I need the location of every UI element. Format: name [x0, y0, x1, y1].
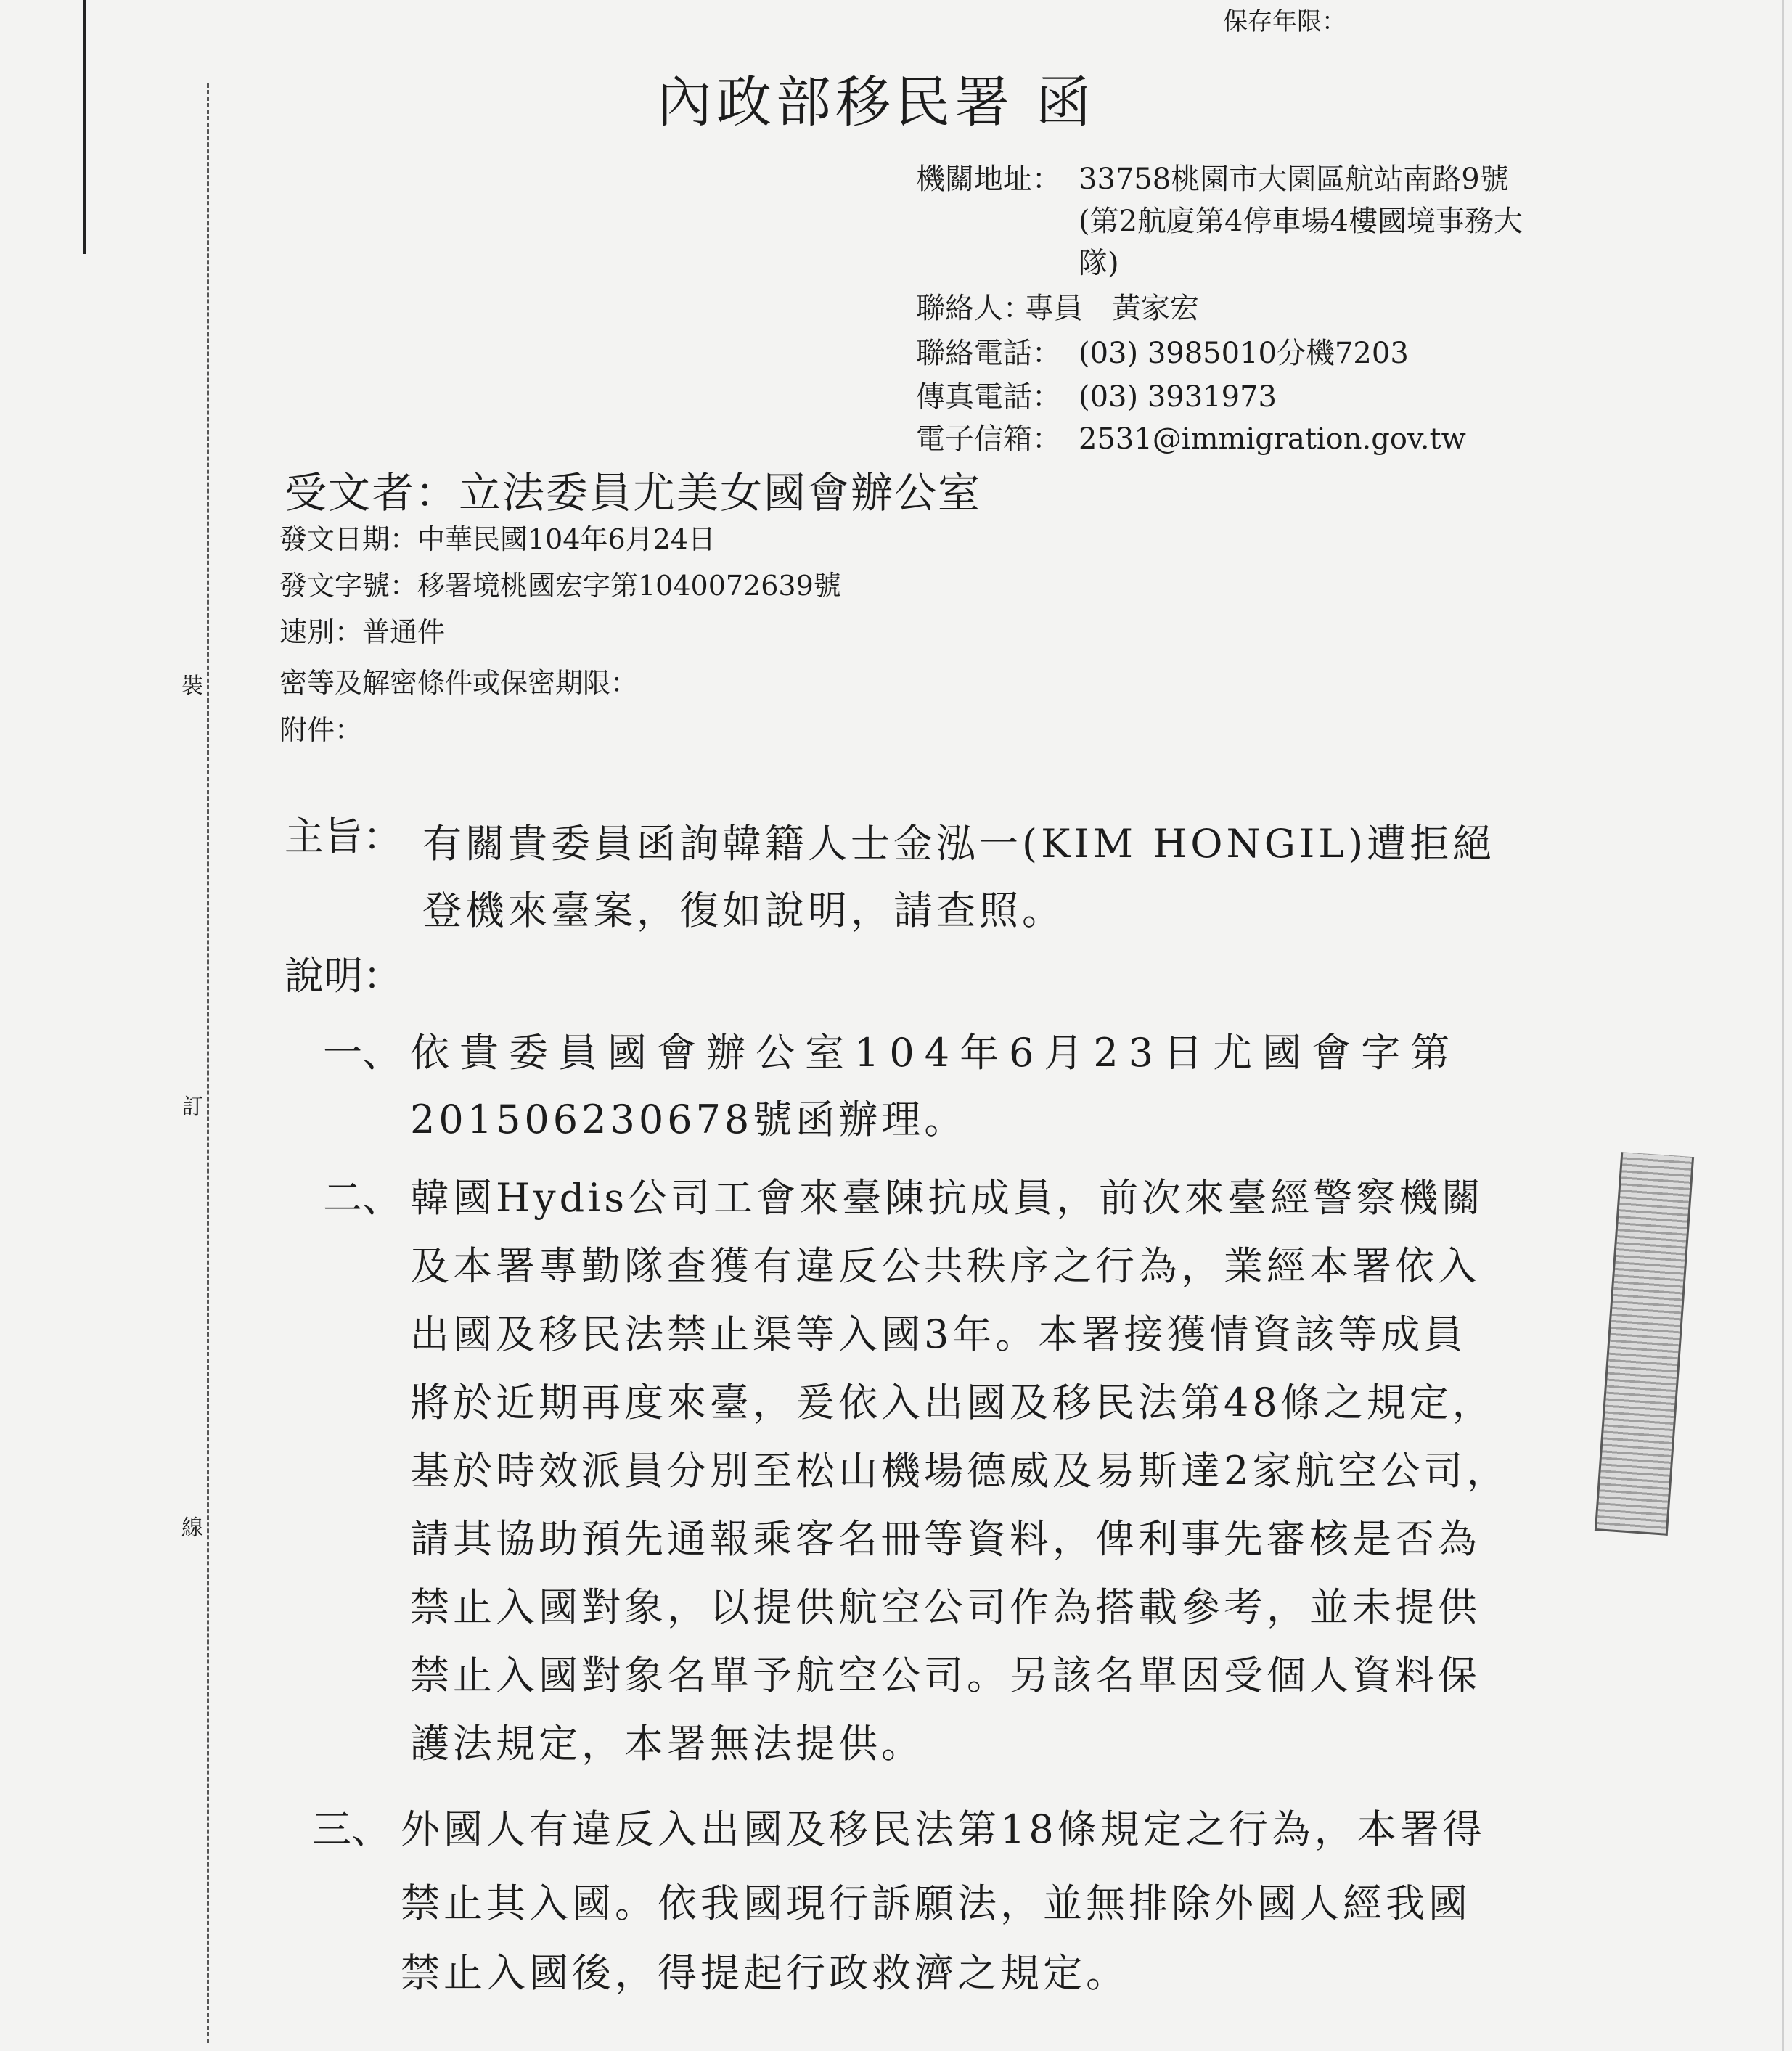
item-2-line-7: 禁止入國對象，以提供航空公司作為搭載參考，並未提供: [410, 1584, 1481, 1630]
document-number: 發文字號：移署境桃國宏字第1040072639號: [279, 570, 841, 602]
explanation-label: 說明：: [285, 953, 402, 999]
address-line-3: 隊): [1079, 247, 1119, 280]
email-label: 電子信箱：: [916, 422, 1061, 456]
email-value: 2531@immigration.gov.tw: [1079, 422, 1466, 456]
item-1-number: 一、: [323, 1030, 401, 1076]
fax-value: (03) 3931973: [1079, 380, 1277, 414]
delivery-speed: 速別：普通件: [279, 616, 446, 648]
subject-line-2: 登機來臺案，復如說明，請查照。: [422, 888, 1065, 933]
phone-label: 聯絡電話：: [916, 337, 1061, 370]
item-3-line-3: 禁止入國後，得提起行政救濟之規定。: [401, 1950, 1129, 1996]
issue-date: 發文日期：中華民國104年6月24日: [279, 523, 716, 555]
address-label: 機關地址：: [916, 163, 1061, 196]
binding-mark-ding: 訂: [181, 1094, 203, 1120]
subject-label: 主旨：: [285, 814, 402, 859]
item-3-line-2: 禁止其入國。依我國現行訴願法，並無排除外國人經我國: [401, 1880, 1471, 1926]
contact-label: 聯絡人：: [916, 292, 1032, 325]
binding-mark-zhuang: 裝: [181, 674, 203, 699]
item-2-line-8: 禁止入國對象名單予航空公司。另該名單因受個人資料保: [410, 1653, 1481, 1698]
binding-mark-xian: 線: [181, 1515, 203, 1541]
item-2-line-3: 出國及移民法禁止渠等入國3年。本署接獲情資該等成員: [410, 1311, 1467, 1357]
fax-label: 傳真電話：: [916, 380, 1061, 414]
document-title: 內政部移民署 函: [657, 70, 1096, 134]
item-2-line-4: 將於近期再度來臺，爰依入出國及移民法第48條之規定，: [410, 1380, 1495, 1425]
scan-edge-mark: [83, 0, 86, 254]
subject-line-1: 有關貴委員函詢韓籍人士金泓一(KIM HONGIL)遭拒絕: [422, 821, 1496, 867]
item-1-line-1: 依貴委員國會辦公室104年6月23日尤國會字第: [410, 1030, 1460, 1076]
retention-label: 保存年限：: [1223, 7, 1346, 36]
item-3-number: 三、: [312, 1806, 390, 1852]
secrecy-level: 密等及解密條件或保密期限：: [279, 667, 639, 699]
item-2-line-5: 基於時效派員分別至松山機場德威及易斯達2家航空公司，: [410, 1448, 1510, 1494]
contact-value: 專員 黃家宏: [1025, 292, 1199, 325]
item-1-line-2: 201506230678號函辦理。: [410, 1097, 967, 1142]
scan-right-edge: [1782, 0, 1784, 2051]
receipt-stamp: [1595, 1152, 1694, 1536]
item-2-line-1: 韓國Hydis公司工會來臺陳抗成員，前次來臺經警察機關: [410, 1175, 1485, 1221]
address-line-1: 33758桃園市大園區航站南路9號: [1079, 163, 1509, 196]
item-2-line-9: 護法規定，本署無法提供。: [410, 1721, 924, 1767]
binding-line: [207, 83, 209, 2043]
item-2-line-6: 請其協助預先通報乘客名冊等資料，俾利事先審核是否為: [410, 1516, 1481, 1562]
item-3-line-1: 外國人有違反入出國及移民法第18條規定之行為，本署得: [401, 1806, 1486, 1852]
item-2-number: 二、: [323, 1175, 401, 1221]
attachment: 附件：: [279, 714, 363, 746]
phone-value: (03) 3985010分機7203: [1079, 337, 1409, 370]
item-2-line-2: 及本署專勤隊查獲有違反公共秩序之行為，業經本署依入: [410, 1243, 1481, 1289]
address-line-2: (第2航廈第4停車場4樓國境事務大: [1079, 205, 1523, 238]
recipient: 受文者：立法委員尤美女國會辦公室: [285, 468, 982, 517]
